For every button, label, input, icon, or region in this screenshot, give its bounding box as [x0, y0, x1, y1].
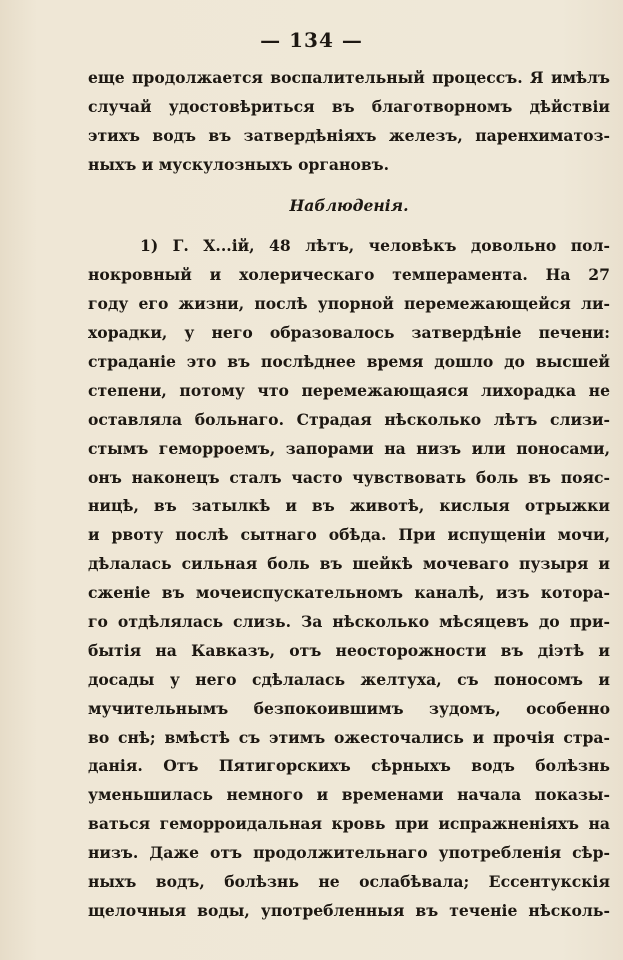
text-line: го отдѣлялась слизь. За нѣсколько мѣсяцевъ до при- — [88, 612, 610, 632]
section-heading: Наблюденія. — [289, 195, 409, 215]
text-line: данія. Отъ Пятигорскихъ сѣрныхъ водъ болѣзнь — [88, 756, 610, 776]
text-line: бытія на Кавказъ, отъ неосторожности въ діэтѣ и — [88, 640, 610, 660]
text-line: сженіе въ мочеиспускательномъ каналѣ, изъ котора- — [88, 583, 610, 603]
page-number: — 134 — — [260, 28, 363, 52]
text-line: досады у него сдѣлалась желтуха, съ поносомъ и — [88, 669, 610, 689]
text-line: стымъ геморроемъ, запорами на низъ или поносами, — [88, 438, 610, 458]
text-line: уменьшилась немного и временами начала показы- — [88, 785, 610, 805]
text-line: году его жизни, послѣ упорной перемежающейся ли- — [88, 294, 610, 314]
text-line: дѣлалась сильная боль въ шейкѣ мочеваго пузыря и — [88, 554, 610, 574]
page-body — [88, 64, 610, 926]
text-line: низъ. Даже отъ продолжительнаго употребленія сѣр- — [88, 843, 610, 863]
text-line: мучительнымъ безпокоившимъ зудомъ, особенно — [88, 698, 610, 718]
text-line: ныхъ и мускулозныхъ органовъ. — [88, 154, 390, 174]
text-line: ныхъ водъ, болѣзнь не ослабѣвала; Ессентукскія — [88, 872, 610, 892]
text-line: ницѣ, въ затылкѣ и въ животѣ, кислыя отрыжки — [88, 496, 610, 516]
text-line: онъ наконецъ сталъ часто чувствовать боль въ пояс- — [88, 467, 610, 487]
text-line: еще продолжается воспалительный процессъ. Я имѣлъ — [88, 68, 610, 87]
text-line: и рвоту послѣ сытнаго обѣда. При испущеніи мочи, — [88, 525, 610, 545]
text-line: во снѣ; вмѣстѣ съ этимъ ожесточались и прочія стра- — [88, 727, 610, 747]
text-line: степени, потому что перемежающаяся лихорадка не — [88, 380, 610, 400]
text-line: 1) Г. Х...ій, 48 лѣтъ, человѣкъ довольно пол- — [140, 236, 610, 256]
text-line: оставляла больнаго. Страдая нѣсколько лѣтъ слизи- — [88, 409, 610, 429]
text-line: хорадки, у него образовалось затвердѣніе печени: — [88, 323, 610, 343]
text-line: нокровный и холерическаго темперамента. На 27 — [88, 265, 610, 285]
text-line: ваться геморроидальная кровь при испражненіяхъ на — [88, 814, 610, 834]
text-line: этихъ водъ въ затвердѣніяхъ железъ, паренхиматоз- — [88, 125, 610, 145]
text-line: щелочныя воды, употребленныя въ теченіе нѣсколь- — [88, 900, 610, 920]
text-line: страданіе это въ послѣднее время дошло до высшей — [88, 352, 610, 372]
text-line: случай удостовѣриться въ благотворномъ дѣйствіи — [88, 96, 610, 116]
